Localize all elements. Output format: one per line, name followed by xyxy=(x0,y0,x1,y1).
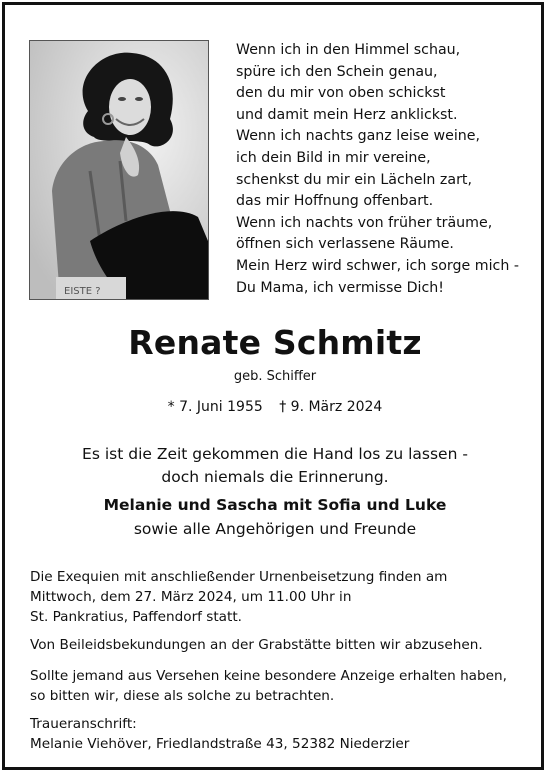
notice-line: Die Exequien mit anschließender Urnenbeisetzung finden am xyxy=(30,569,448,585)
poem-line: Du Mama, ich vermisse Dich! xyxy=(236,279,444,296)
notice-line: so bitten wir, diese als solche zu betrachten. xyxy=(30,688,335,704)
address-text: Melanie Viehöver, Friedlandstraße 43, 52382 Niederzier xyxy=(30,736,410,752)
condolences-notice xyxy=(30,635,535,655)
apology-notice xyxy=(30,666,535,706)
svg-text:EISTE ?: EISTE ? xyxy=(64,286,101,297)
poem-line: Wenn ich nachts von früher träume, xyxy=(236,214,493,231)
poem-line: das mir Hoffnung offenbart. xyxy=(236,193,434,210)
notice-line: Mittwoch, dem 27. März 2024, um 11.00 Uhr in xyxy=(30,589,352,605)
poem-line: Wenn ich in den Himmel schau, xyxy=(236,42,461,58)
memorial-quote xyxy=(0,443,550,489)
mourners-relatives: sowie alle Angehörigen und Freunde xyxy=(133,520,417,538)
death-date: † 9. März 2024 xyxy=(279,399,383,415)
life-dates xyxy=(0,399,550,415)
maiden-name: geb. Schiffer xyxy=(233,369,317,384)
notice-line: Von Beileidsbekundungen an der Grabstätte bitten wir abzusehen. xyxy=(30,637,483,653)
poem-line: Mein Herz wird schwer, ich sorge mich - xyxy=(236,257,519,274)
poem-line: den du mir von oben schickst xyxy=(236,85,446,102)
poem-line: öffnen sich verlassene Räume. xyxy=(236,236,454,253)
poem-line: Wenn ich nachts ganz leise weine, xyxy=(236,128,480,145)
poem-line: und damit mein Herz anklickst. xyxy=(236,106,458,123)
birth-date: * 7. Juni 1955 xyxy=(167,399,263,415)
quote-line: doch niemals die Erinnerung. xyxy=(161,468,389,486)
notice-line: Sollte jemand aus Versehen keine besondere Anzeige erhalten haben, xyxy=(30,668,507,684)
address-label: Traueranschrift: xyxy=(30,716,137,732)
poem-line: schenkst du mir ein Lächeln zart, xyxy=(236,171,472,188)
mourners-family: Melanie und Sascha mit Sofia und Luke xyxy=(103,496,447,514)
quote-line: Es ist die Zeit gekommen die Hand los zu lassen - xyxy=(82,445,468,463)
mourning-address xyxy=(30,714,535,754)
deceased-name: Renate Schmitz xyxy=(128,323,422,362)
poem xyxy=(236,40,536,299)
notice-line: St. Pankratius, Paffendorf statt. xyxy=(30,609,242,625)
poem-line: spüre ich den Schein genau, xyxy=(236,63,438,80)
poem-line: ich dein Bild in mir vereine, xyxy=(236,149,431,166)
portrait-photo xyxy=(29,40,209,300)
exequien-notice xyxy=(30,567,535,627)
